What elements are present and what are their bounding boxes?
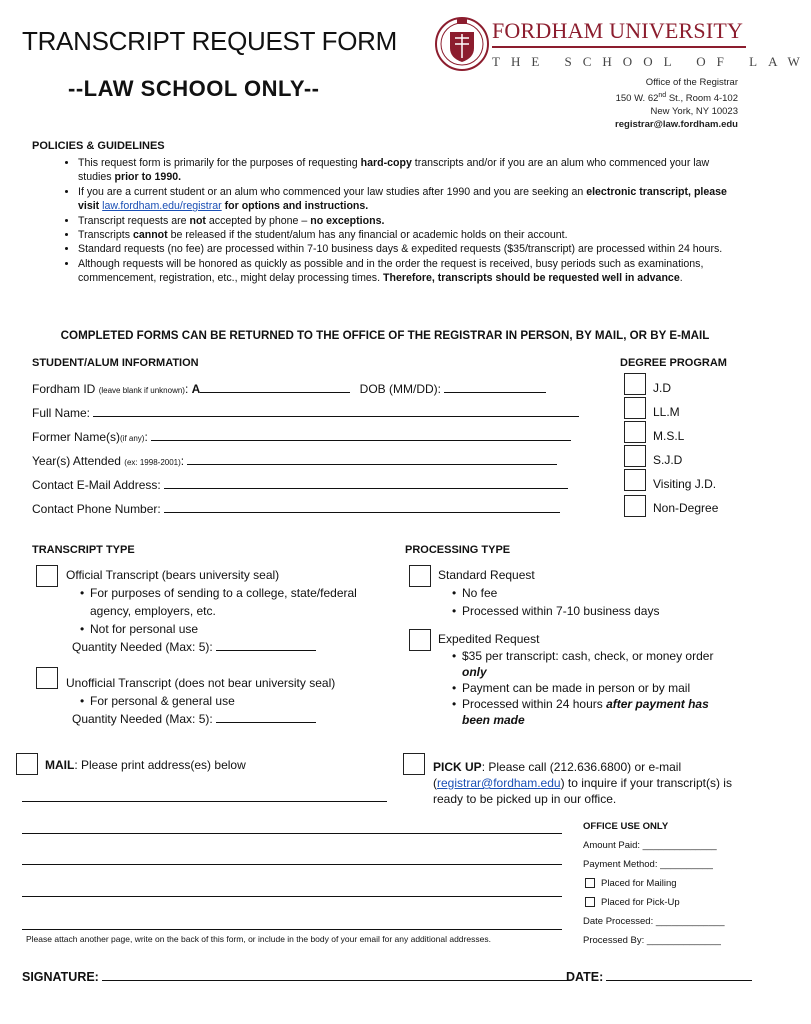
mail-checkbox[interactable]	[16, 753, 38, 775]
official-transcript-checkbox[interactable]	[36, 565, 58, 587]
degree-label-llm: LL.M	[653, 405, 680, 419]
attach-note: Please attach another page, write on the back of this form, or include in the body of your email for any additional addresses.	[26, 934, 491, 944]
address-line[interactable]	[22, 863, 562, 865]
transcript-type-heading: TRANSCRIPT TYPE	[32, 544, 135, 556]
pickup-email-link[interactable]: registrar@fordham.edu	[437, 776, 561, 790]
degree-checkbox-jd[interactable]	[624, 373, 646, 395]
dob-field[interactable]: DOB (MM/DD):	[360, 382, 547, 396]
address-line[interactable]	[22, 895, 562, 897]
date-processed: Date Processed: _____________	[583, 916, 725, 927]
placed-for-mailing: Placed for Mailing	[583, 874, 763, 893]
degree-label-jd: J.D	[653, 381, 671, 395]
unofficial-transcript-option: Unofficial Transcript (does not bear university seal) • For personal & general use Quantity Needed (Max: 5):	[66, 674, 386, 728]
form-title: TRANSCRIPT REQUEST FORM	[22, 26, 397, 56]
unofficial-quantity-field[interactable]: Quantity Needed (Max: 5):	[72, 710, 386, 728]
mailing-checkbox[interactable]	[585, 878, 595, 888]
return-banner: COMPLETED FORMS CAN BE RETURNED TO THE OFFICE OF THE REGISTRAR IN PERSON, BY MAIL, OR BY E-MAIL	[60, 329, 710, 342]
processing-type-heading: PROCESSING TYPE	[405, 544, 511, 556]
signature-field[interactable]: SIGNATURE:	[22, 968, 568, 984]
school-name: THE SCHOOL OF LAW	[492, 54, 811, 69]
expedited-request-checkbox[interactable]	[409, 629, 431, 651]
university-seal-icon	[434, 14, 490, 76]
address-line[interactable]	[22, 928, 562, 930]
policy-item: • Although requests will be honored as quickly as possible and in the order the request is received, busy periods such as examinations, commencement, registration, etc., might delay processing times. Therefore, transcripts should be requested well in advance.	[78, 257, 738, 286]
address-line[interactable]	[22, 832, 562, 834]
official-quantity-field[interactable]: Quantity Needed (Max: 5):	[72, 638, 366, 656]
degree-checkbox-visiting-jd[interactable]	[624, 469, 646, 491]
address-line[interactable]	[22, 800, 387, 802]
policy-item: • This request form is primarily for the purposes of requesting hard-copy transcripts and/or if you are an alum who commenced your law studies prior to 1990.	[78, 156, 738, 185]
policy-item: • Transcripts cannot be released if the student/alum has any financial or academic holds on their account.	[78, 228, 738, 242]
former-name-field[interactable]: Former Name(s)(if any):	[32, 428, 571, 444]
policy-item: • Standard requests (no fee) are processed within 7-10 business days & expedited requests ($35/transcript) are processed within 24 hours.	[78, 242, 738, 256]
standard-request-option: Standard Request • No fee • Processed within 7-10 business days	[438, 566, 728, 620]
pickup-checkbox[interactable]	[403, 753, 425, 775]
office-email[interactable]: registrar@law.fordham.edu	[615, 119, 738, 131]
amount-paid: Amount Paid: ______________	[583, 840, 717, 851]
placed-for-pickup: Placed for Pick-Up	[583, 893, 763, 912]
degree-checkbox-msl[interactable]	[624, 421, 646, 443]
degree-label-non-degree: Non-Degree	[653, 501, 719, 515]
student-info-heading: STUDENT/ALUM INFORMATION	[32, 357, 199, 369]
policies-heading: POLICIES & GUIDELINES	[32, 140, 165, 152]
registrar-link[interactable]: law.fordham.edu/registrar	[102, 200, 222, 213]
degree-label-visiting-jd: Visiting J.D.	[653, 477, 717, 491]
degree-checkbox-llm[interactable]	[624, 397, 646, 419]
registrar-address	[615, 76, 738, 131]
university-name: FORDHAM UNIVERSITY	[492, 18, 744, 43]
degree-label-sjd: S.J.D	[653, 453, 683, 467]
office-city: New York, NY 10023	[650, 106, 738, 118]
contact-email-field[interactable]: Contact E-Mail Address:	[32, 476, 568, 492]
degree-label-msl: M.S.L	[653, 429, 685, 443]
degree-checkbox-non-degree[interactable]	[624, 495, 646, 517]
logo-divider	[492, 46, 746, 48]
full-name-field[interactable]: Full Name:	[32, 404, 579, 420]
pickup-option: PICK UP: Please call (212.636.6800) or e-mail (registrar@fordham.edu) to inquire if your transcript(s) is ready to be picked up in our office.	[433, 760, 732, 806]
policy-item: • Transcript requests are not accepted by phone – no exceptions.	[78, 214, 738, 228]
university-logo	[434, 14, 811, 84]
fordham-id-field[interactable]: Fordham ID (leave blank if unknown): A DOB (MM/DD):	[32, 380, 546, 396]
expedited-request-option: Expedited Request • $35 per transcript: cash, check, or money order only • Payment can be made in person or by mail • Processed within 24 hours after payment has been made	[438, 630, 738, 728]
form-subtitle: --LAW SCHOOL ONLY--	[68, 76, 320, 101]
degree-checkbox-sjd[interactable]	[624, 445, 646, 467]
pickup-office-checkbox[interactable]	[585, 897, 595, 907]
office-street: 150 W. 62nd St., Room 4-102	[615, 92, 738, 105]
payment-method: Payment Method: __________	[583, 859, 713, 870]
years-attended-field[interactable]: Year(s) Attended (ex: 1998-2001):	[32, 452, 557, 468]
degree-heading: DEGREE PROGRAM	[620, 357, 727, 369]
mail-option: MAIL: Please print address(es) below	[45, 758, 246, 772]
policy-item: • If you are a current student or an alum who commenced your law studies after 1990 and you are seeking an electronic transcript, please visit law.fordham.edu/registrar for options and instructions.	[78, 185, 738, 214]
office-use-heading: OFFICE USE ONLY	[583, 821, 669, 832]
standard-request-checkbox[interactable]	[409, 565, 431, 587]
unofficial-transcript-checkbox[interactable]	[36, 667, 58, 689]
policies-section	[32, 140, 738, 286]
contact-phone-field[interactable]: Contact Phone Number:	[32, 500, 560, 516]
office-line: Office of the Registrar	[645, 77, 738, 88]
processed-by: Processed By: ______________	[583, 935, 721, 946]
date-field[interactable]: DATE:	[566, 968, 752, 984]
official-transcript-option: Official Transcript (bears university seal) • For purposes of sending to a college, state/federal agency, employers, etc. • Not for personal use Quantity Needed (Max: 5):	[66, 566, 366, 656]
office-use-panel	[583, 817, 763, 950]
